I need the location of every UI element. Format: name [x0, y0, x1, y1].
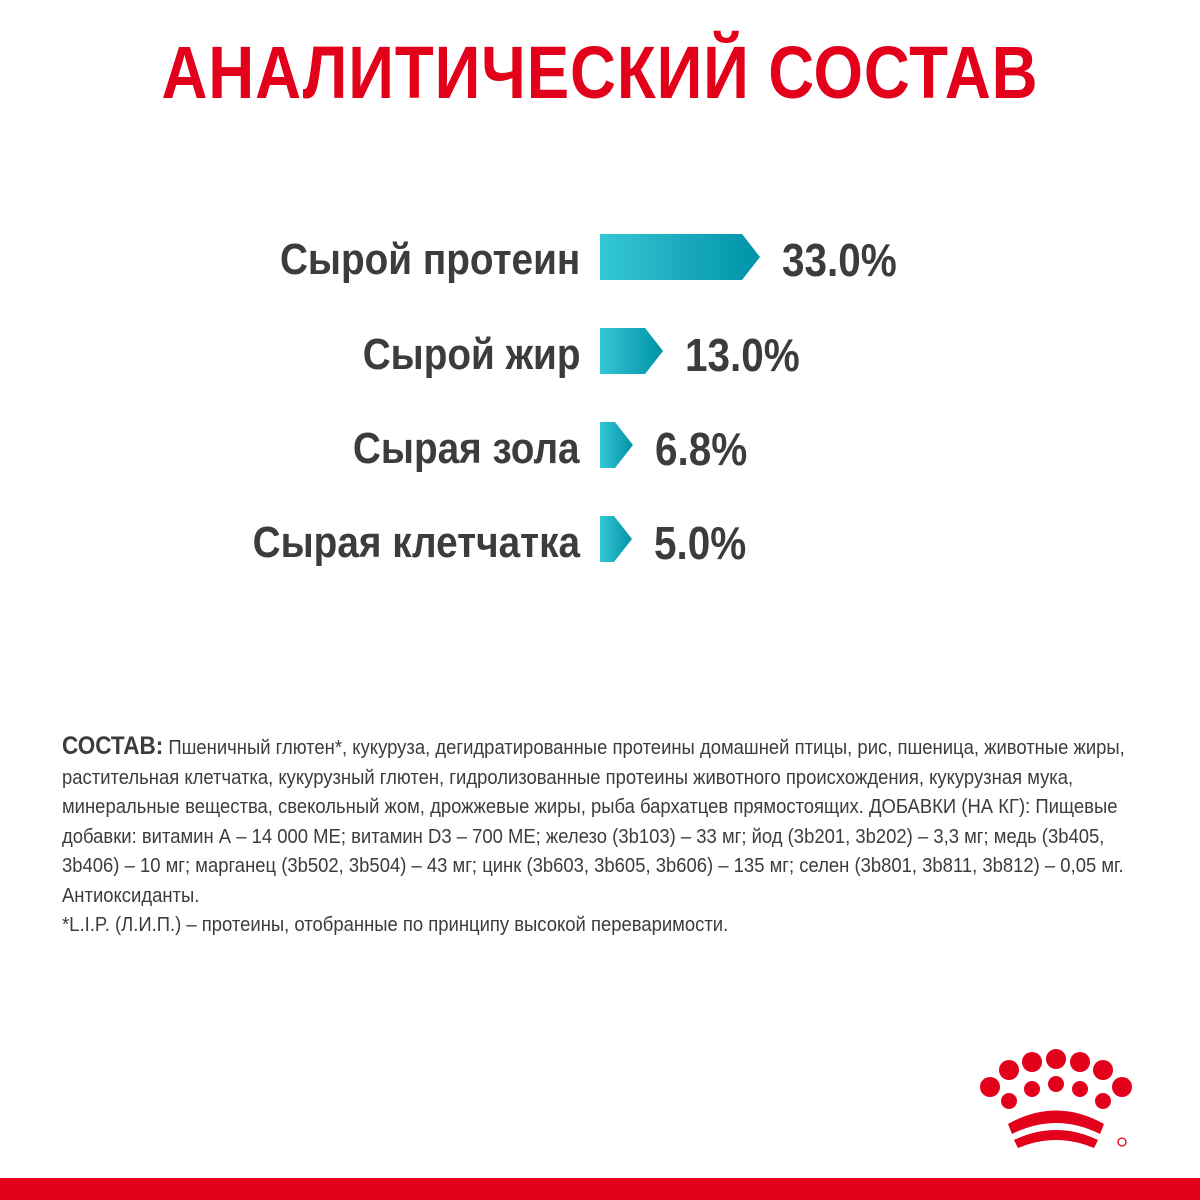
value-3: 5.0% [654, 517, 747, 569]
bar-0 [600, 234, 760, 280]
composition-heading: СОСТАВ: [62, 732, 164, 760]
bar-3 [600, 516, 632, 562]
chart-title: АНАЛИТИЧЕСКИЙ СОСТАВ [161, 31, 1039, 114]
label-1: Сырой жир [362, 330, 580, 379]
composition-block [62, 732, 1162, 940]
value-1: 13.0% [685, 329, 800, 381]
crown-icon [976, 1042, 1136, 1157]
value-2: 6.8% [654, 423, 748, 475]
bar-1 [600, 328, 663, 374]
label-2: Сырая зола [353, 424, 580, 473]
composition-text: Пшеничный глютен*, кукуруза, дегидратированные протеины домашней птицы, рис, пшеница, животные жиры, растительная клетчатка, кукурузный глютен, гидролизованные протеины животного происхождения, кукурузная мука, минеральные вещества, свекольный жом, дрожжевые жиры, рыба бархатцев прямостоящих. ДОБАВКИ (НА КГ): Пищевые добавки: витамин А – 14 000 МЕ; витамин D3 – 700 МЕ; железо (3b103) – 33 мг; йод (3b201, 3b202) – 3,3 мг; медь (3b405, 3b406) – 10 мг; марганец (3b502, 3b504) – 43 мг; цинк (3b603, 3b605, 3b606) – 135 мг; селен (3b801, 3b811, 3b812) – 0,05 мг. Антиоксиданты. [62, 736, 1125, 907]
bar-2 [600, 422, 633, 468]
label-3: Сырая клетчатка [252, 518, 580, 567]
bottom-accent-bar [0, 1178, 1200, 1200]
composition-footnote: *L.I.P. (Л.И.П.) – протеины, отобранные по принципу высокой переваримости. [62, 913, 729, 936]
label-0: Сырой протеин [279, 235, 580, 284]
value-0: 33.0% [782, 234, 897, 286]
